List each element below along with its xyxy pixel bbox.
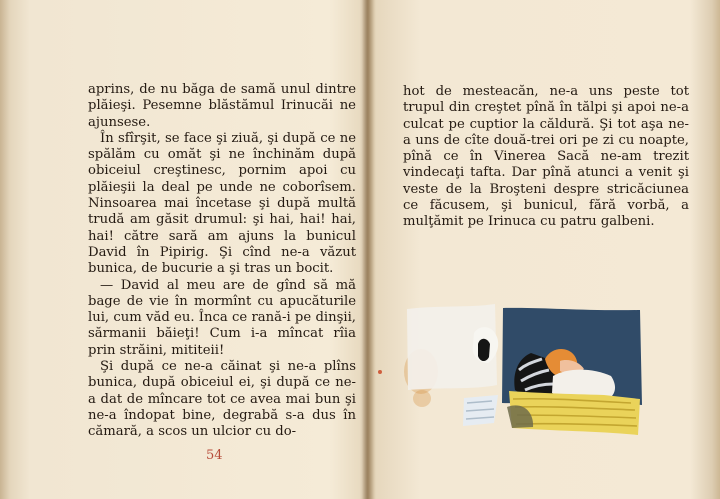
- sleeping-children-illustration: [406, 302, 666, 448]
- right-paragraph-1: hot de mesteacăn, ne-a uns peste tot trupul din creştet pînă în tălpi şi apoi ne-a culcat pe cuptior la căldură. Şi tot aşa ne-a uns de cîte două-trei ori pe zi cu noapte, pînă ce în Vinerea Sacă ne-am trezit vindecaţi tafta. Dar pînă atunci a venit şi veste de la Broşteni despre stricăciunea ce făcusem, şi bunicul, fără vorbă, a mulţămit pe Irinuca cu patru galbeni.: [403, 84, 689, 230]
- right-page-text: [403, 84, 689, 231]
- left-paragraph-3: — David al meu are de gînd să mă bage de vie în mormînt cu apucăturile lui, cum văd eu. Înca ce rană-i pe dinşii, sărmanii băieţi! Cum i-a mîncat rîia prin străini, mititeii!: [88, 277, 356, 358]
- left-paragraph-4: Şi după ce ne-a căinat şi ne-a plîns bunica, după obiceiul ei, şi după ce ne-a dat de mîncare tot ce avea mai bun şi ne-a îndopat bine, degrabă s-a dus în cămară, a scos un ulcior cu do-: [88, 359, 356, 440]
- left-page: [12, 0, 364, 499]
- right-page: [370, 0, 716, 499]
- left-paragraph-2: În sfîrşit, se face şi ziuă, şi după ce ne spălăm cu omăt şi ne închinăm după obiceiul creştinesc, pornim apoi cu plăieşii la deal pe unde ne coborîsem. Ninsoarea mai încetase şi după multă trudă am găsit drumul: şi hai, hai! hai, hai! către sară am ajuns la bunicul David în Pipirig. Şi cînd ne-a văzut bunica, de bucurie a şi tras un bocit.: [88, 130, 356, 277]
- left-paragraph-1: aprins, de nu băga de samă unul dintre plăieşi. Pesemne blăstămul Irinucăi ne ajunsese.: [88, 82, 356, 130]
- left-page-text: [88, 82, 356, 441]
- paper-spot: [378, 370, 382, 374]
- page-number: 54: [206, 448, 223, 463]
